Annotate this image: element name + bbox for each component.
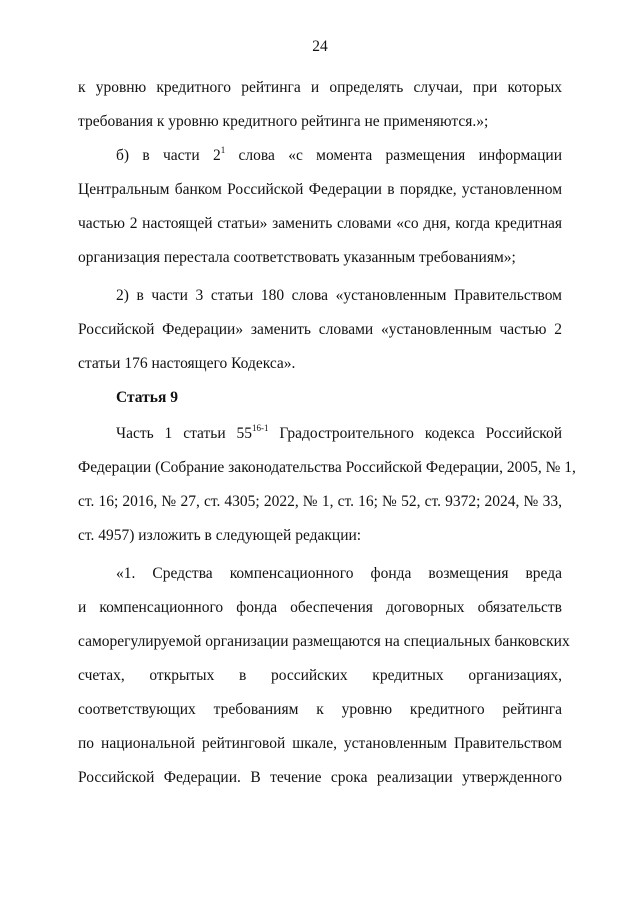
text-line: «1. Средства компенсационного фонда возмещения вреда	[116, 565, 562, 582]
text-line: организация перестала соответствовать указанным требованиям»;	[78, 249, 516, 266]
text-line: и компенсационного фонда обеспечения договорных обязательств	[78, 599, 562, 616]
text-line: требования к уровню кредитного рейтинга не применяются.»;	[78, 113, 489, 130]
text-run: слова «с момента размещения информации	[225, 147, 562, 164]
text-line: ст. 4957) изложить в следующей редакции:	[78, 527, 362, 544]
text-line: Федерации (Собрание законодательства Российской Федерации, 2005, № 1,	[78, 459, 576, 476]
text-line: счетах, открытых в российских кредитных организациях,	[78, 667, 562, 684]
text-line: статьи 176 настоящего Кодекса».	[78, 355, 296, 372]
text-line: соответствующих требованиям к уровню кредитного рейтинга	[78, 701, 562, 718]
page-number: 24	[312, 38, 328, 55]
text-line: 2) в части 3 статьи 180 слова «установленным Правительством	[116, 287, 562, 304]
superscript: 16-1	[252, 423, 269, 433]
text-run: Часть 1 статьи 55	[116, 425, 253, 442]
article-heading: Статья 9	[116, 389, 178, 406]
text-line: Российской Федерации» заменить словами «установленным частью 2	[78, 321, 562, 338]
text-line: Центральным банком Российской Федерации в порядке, установленном	[78, 181, 562, 198]
text-line: по национальной рейтинговой шкале, установленным Правительством	[78, 735, 562, 752]
text-line: к уровню кредитного рейтинга и определять случаи, при которых	[78, 79, 562, 96]
text-line: саморегулируемой организации размещаются на специальных банковских	[78, 633, 570, 650]
text-run: б) в части 2	[116, 147, 221, 164]
text-line: ст. 16; 2016, № 27, ст. 4305; 2022, № 1, ст. 16; № 52, ст. 9372; 2024, № 33,	[78, 493, 562, 510]
text-line	[116, 146, 562, 166]
text-line: Российской Федерации. В течение срока реализации утвержденного	[78, 769, 562, 786]
text-run: Градостроительного кодекса Российской	[268, 425, 562, 442]
superscript: 1	[220, 145, 226, 155]
text-line	[116, 424, 562, 444]
text-line: частью 2 настоящей статьи» заменить словами «со дня, когда кредитная	[78, 215, 562, 232]
